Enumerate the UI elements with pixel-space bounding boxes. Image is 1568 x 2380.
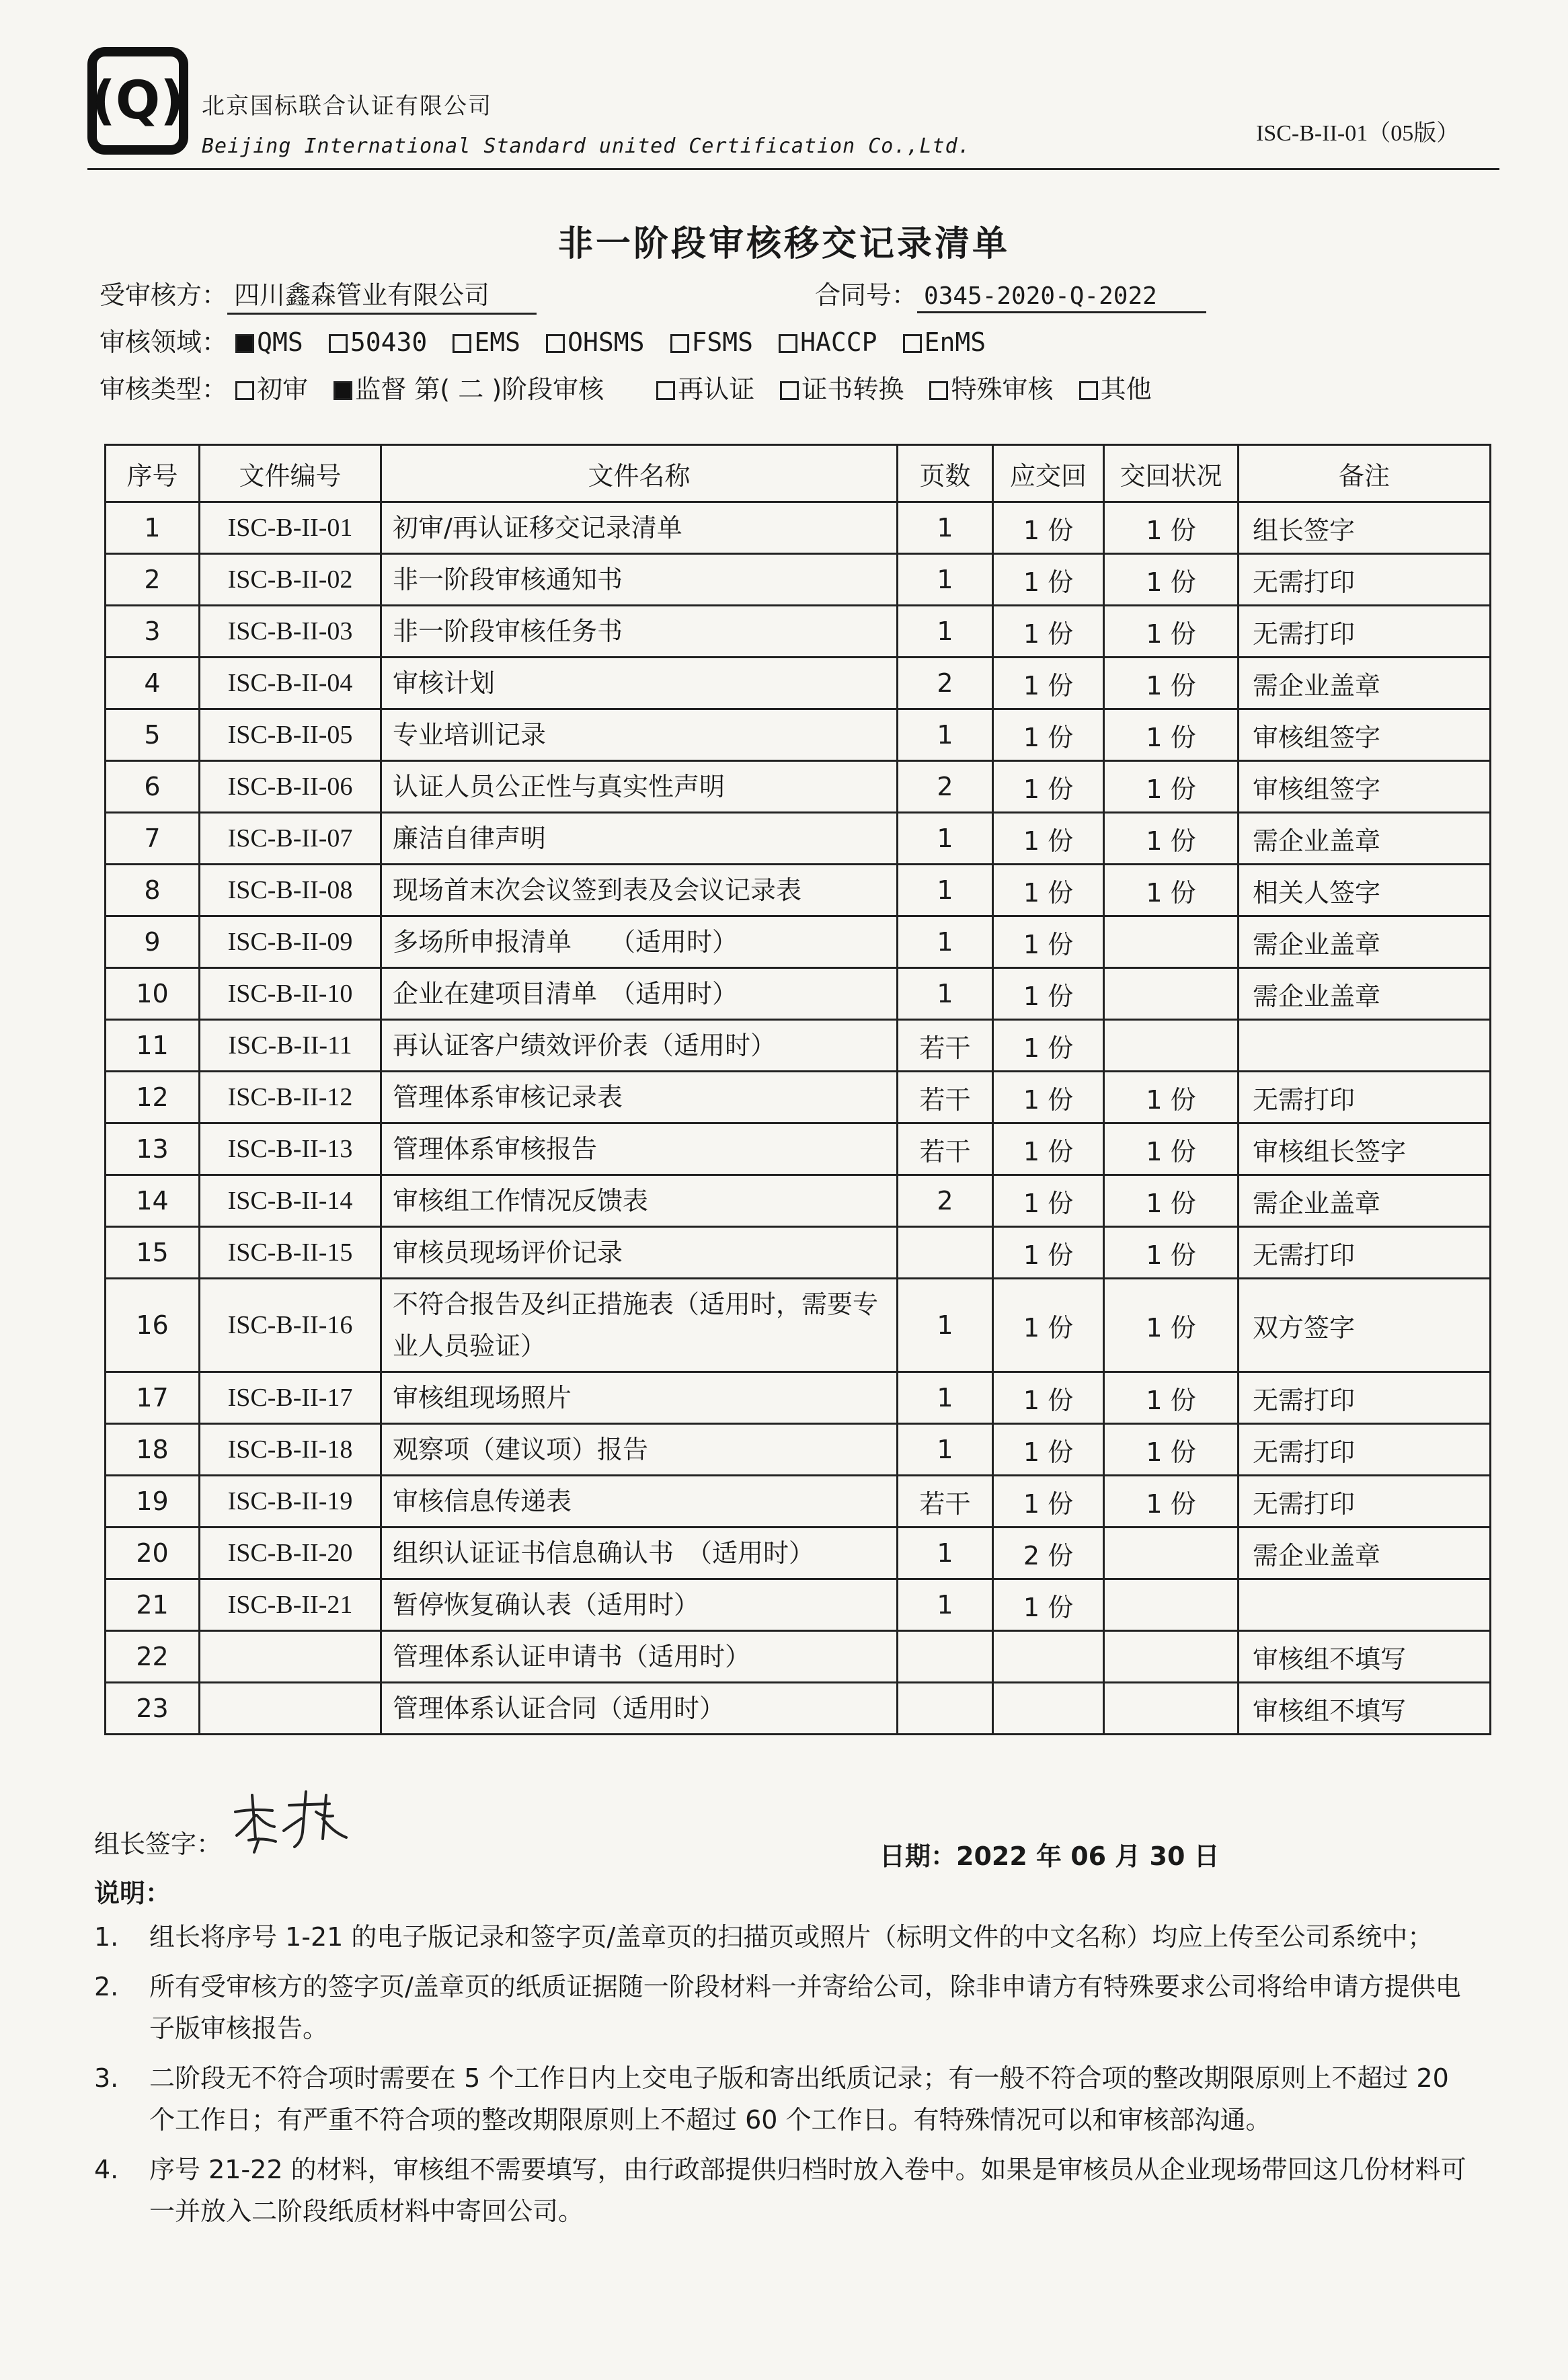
copies-due-cell: 1 份 [993, 1123, 1104, 1175]
file-code-cell: ISC-B-II-12 [200, 1072, 381, 1123]
document-code: ISC-B-II-01（05版） [1256, 121, 1460, 146]
table-row [106, 1020, 1491, 1072]
file-code-cell: ISC-B-II-19 [200, 1476, 381, 1528]
page-count-cell: 2 [898, 761, 993, 813]
file-name-cell: 认证人员公正性与真实性声明 [381, 761, 898, 813]
file-name-cell: 暂停恢复确认表（适用时） [381, 1579, 898, 1631]
return-status-cell: 1 份 [1104, 1279, 1239, 1372]
page-count-cell [898, 1683, 993, 1735]
copies-due-cell: 1 份 [993, 1175, 1104, 1227]
audit-type-surveillance[interactable]: 监督 第( 二 )阶段审核 [334, 368, 604, 405]
checkbox-icon [453, 334, 471, 353]
domain-option-50430[interactable]: 50430 [329, 327, 427, 357]
table-row [106, 1631, 1491, 1683]
page-count-cell: 若干 [898, 1020, 993, 1072]
checkbox-icon [779, 334, 797, 353]
auditee-line [100, 274, 537, 315]
contract-value: 0345-2020-Q-2022 [917, 282, 1206, 313]
checkbox-icon [903, 334, 922, 353]
checkbox-checked-icon [334, 381, 352, 400]
return-status-cell: 1 份 [1104, 1372, 1239, 1424]
row-number-cell: 14 [106, 1175, 200, 1227]
contract-line [815, 274, 1206, 313]
row-number-cell: 19 [106, 1476, 200, 1528]
domain-option-ohsms[interactable]: OHSMS [546, 327, 644, 357]
row-number-cell: 6 [106, 761, 200, 813]
return-status-cell: 1 份 [1104, 709, 1239, 761]
remark-cell: 双方签字 [1239, 1279, 1491, 1372]
note-item: 1. 组长将序号 1-21 的电子版记录和签字页/盖章页的扫描页或照片（标明文件的中文名称）均应上传至公司系统中； [94, 1922, 1434, 1952]
company-logo [87, 47, 188, 155]
file-code-cell: ISC-B-II-02 [200, 554, 381, 606]
table-row [106, 1372, 1491, 1424]
table-row [106, 1227, 1491, 1279]
audit-type-label: 审核类型： [100, 374, 228, 404]
file-code-cell: ISC-B-II-05 [200, 709, 381, 761]
page-count-cell: 1 [898, 502, 993, 554]
checkbox-checked-icon [235, 334, 254, 353]
row-number-cell: 21 [106, 1579, 200, 1631]
file-name-cell: 管理体系认证申请书（适用时） [381, 1631, 898, 1683]
copies-due-cell: 1 份 [993, 1579, 1104, 1631]
checkbox-icon [656, 381, 675, 400]
file-code-cell: ISC-B-II-21 [200, 1579, 381, 1631]
row-number-cell: 16 [106, 1279, 200, 1372]
file-name-cell: 廉洁自律声明 [381, 813, 898, 865]
table-row [106, 1424, 1491, 1476]
file-name-cell: 审核信息传递表 [381, 1476, 898, 1528]
remark-cell: 组长签字 [1239, 502, 1491, 554]
file-name-cell: 管理体系认证合同（适用时） [381, 1683, 898, 1735]
table-row [106, 606, 1491, 658]
file-code-cell: ISC-B-II-03 [200, 606, 381, 658]
remark-cell: 审核组不填写 [1239, 1631, 1491, 1683]
copies-due-cell: 1 份 [993, 1279, 1104, 1372]
page-count-cell: 1 [898, 865, 993, 916]
return-status-cell [1104, 968, 1239, 1020]
copies-due-cell: 1 份 [993, 1476, 1104, 1528]
column-header: 文件编号 [200, 445, 381, 502]
remark-cell: 无需打印 [1239, 1372, 1491, 1424]
row-number-cell: 9 [106, 916, 200, 968]
copies-due-cell: 1 份 [993, 554, 1104, 606]
table-row [106, 502, 1491, 554]
page-count-cell: 1 [898, 1372, 993, 1424]
file-name-cell: 多场所申报清单 （适用时） [381, 916, 898, 968]
return-status-cell: 1 份 [1104, 658, 1239, 709]
audit-type-transfer[interactable]: 证书转换 [780, 368, 904, 405]
return-status-cell [1104, 916, 1239, 968]
remark-cell: 无需打印 [1239, 554, 1491, 606]
remark-cell: 审核组不填写 [1239, 1683, 1491, 1735]
remark-cell: 需企业盖章 [1239, 813, 1491, 865]
file-code-cell: ISC-B-II-08 [200, 865, 381, 916]
copies-due-cell: 1 份 [993, 709, 1104, 761]
table-row [106, 1279, 1491, 1372]
checkbox-icon [235, 381, 254, 400]
file-name-cell: 审核员现场评价记录 [381, 1227, 898, 1279]
handover-records-table [104, 444, 1491, 1735]
return-status-cell: 1 份 [1104, 865, 1239, 916]
copies-due-cell: 2 份 [993, 1528, 1104, 1579]
page-count-cell: 1 [898, 916, 993, 968]
note-item: 3. 二阶段无不符合项时需要在 5 个工作日内上交电子版和寄出纸质记录；有一般不符合项的整改期限原则上不超过 20 个工作日；有严重不符合项的整改期限原则上不超过 60 个工作日。有特殊情况可以和审核部沟通。 [94, 2063, 1449, 2135]
table-row [106, 1123, 1491, 1175]
checkbox-icon [329, 334, 348, 353]
surveillance-number: 二 [458, 374, 484, 404]
copies-due-cell: 1 份 [993, 1424, 1104, 1476]
copies-due-cell: 1 份 [993, 761, 1104, 813]
copies-due-cell [993, 1683, 1104, 1735]
page-count-cell: 若干 [898, 1123, 993, 1175]
file-code-cell: ISC-B-II-06 [200, 761, 381, 813]
page-count-cell: 若干 [898, 1476, 993, 1528]
remark-cell: 无需打印 [1239, 1476, 1491, 1528]
return-status-cell [1104, 1528, 1239, 1579]
file-name-cell: 观察项（建议项）报告 [381, 1424, 898, 1476]
return-status-cell: 1 份 [1104, 1476, 1239, 1528]
table-row [106, 1683, 1491, 1735]
return-status-cell: 1 份 [1104, 813, 1239, 865]
page-count-cell: 1 [898, 554, 993, 606]
page-count-cell: 1 [898, 1279, 993, 1372]
copies-due-cell: 1 份 [993, 1020, 1104, 1072]
column-header: 文件名称 [381, 445, 898, 502]
copies-due-cell: 1 份 [993, 1372, 1104, 1424]
return-status-cell [1104, 1683, 1239, 1735]
logo-mark: (Q) [91, 71, 184, 131]
table-row [106, 554, 1491, 606]
remark-cell: 需企业盖章 [1239, 1175, 1491, 1227]
table-row [106, 865, 1491, 916]
return-status-cell: 1 份 [1104, 606, 1239, 658]
table-row [106, 1579, 1491, 1631]
checkbox-icon [1079, 381, 1098, 400]
page-count-cell: 1 [898, 1528, 993, 1579]
return-status-cell: 1 份 [1104, 554, 1239, 606]
file-name-cell: 企业在建项目清单 （适用时） [381, 968, 898, 1020]
remark-cell: 无需打印 [1239, 606, 1491, 658]
table-row [106, 968, 1491, 1020]
file-code-cell: ISC-B-II-13 [200, 1123, 381, 1175]
return-status-cell: 1 份 [1104, 761, 1239, 813]
page-count-cell: 若干 [898, 1072, 993, 1123]
page-count-cell: 2 [898, 658, 993, 709]
domain-option-qms[interactable]: QMS [235, 327, 303, 357]
page-count-cell [898, 1227, 993, 1279]
notes-title: 说明： [94, 1878, 171, 1908]
copies-due-cell: 1 份 [993, 968, 1104, 1020]
copies-due-cell: 1 份 [993, 865, 1104, 916]
file-name-cell: 审核计划 [381, 658, 898, 709]
remark-cell [1239, 1020, 1491, 1072]
audit-type-initial[interactable]: 初审 [235, 368, 308, 405]
table-row [106, 916, 1491, 968]
file-code-cell [200, 1683, 381, 1735]
return-status-cell: 1 份 [1104, 1072, 1239, 1123]
contract-label: 合同号： [815, 280, 918, 310]
file-code-cell: ISC-B-II-18 [200, 1424, 381, 1476]
table-body [106, 502, 1491, 1735]
domain-option-enms[interactable]: EnMS [903, 327, 986, 357]
file-code-cell: ISC-B-II-17 [200, 1372, 381, 1424]
row-number-cell: 4 [106, 658, 200, 709]
table-row [106, 1528, 1491, 1579]
leader-signature-label: 组长签字： [94, 1829, 223, 1859]
return-status-cell: 1 份 [1104, 1424, 1239, 1476]
checkbox-icon [546, 334, 565, 353]
row-number-cell: 7 [106, 813, 200, 865]
copies-due-cell: 1 份 [993, 502, 1104, 554]
file-code-cell: ISC-B-II-15 [200, 1227, 381, 1279]
remark-cell: 审核组长签字 [1239, 1123, 1491, 1175]
remark-cell: 无需打印 [1239, 1424, 1491, 1476]
remark-cell: 无需打印 [1239, 1072, 1491, 1123]
checkbox-icon [929, 381, 948, 400]
domain-option-ems[interactable]: EMS [453, 327, 520, 357]
page-count-cell: 1 [898, 813, 993, 865]
file-code-cell: ISC-B-II-01 [200, 502, 381, 554]
domain-option-haccp[interactable]: HACCP [779, 327, 877, 357]
page-count-cell: 1 [898, 606, 993, 658]
row-number-cell: 11 [106, 1020, 200, 1072]
remark-cell: 审核组签字 [1239, 761, 1491, 813]
row-number-cell: 3 [106, 606, 200, 658]
company-name-cn: 北京国标联合认证有限公司 [202, 93, 492, 120]
file-code-cell [200, 1631, 381, 1683]
file-name-cell: 审核组工作情况反馈表 [381, 1175, 898, 1227]
row-number-cell: 10 [106, 968, 200, 1020]
file-code-cell: ISC-B-II-09 [200, 916, 381, 968]
auditee-value: 四川鑫森管业有限公司 [227, 274, 537, 315]
return-status-cell: 1 份 [1104, 1175, 1239, 1227]
header-divider [87, 168, 1499, 170]
column-header: 应交回 [993, 445, 1104, 502]
copies-due-cell: 1 份 [993, 1227, 1104, 1279]
audit-type-special[interactable]: 特殊审核 [929, 368, 1053, 405]
file-code-cell: ISC-B-II-11 [200, 1020, 381, 1072]
file-name-cell: 管理体系审核报告 [381, 1123, 898, 1175]
company-name-en: Beijing International Standard united Certification Co.,Ltd. [202, 134, 971, 158]
return-status-cell: 1 份 [1104, 502, 1239, 554]
row-number-cell: 17 [106, 1372, 200, 1424]
file-code-cell: ISC-B-II-16 [200, 1279, 381, 1372]
copies-due-cell: 1 份 [993, 916, 1104, 968]
audit-type-recert[interactable]: 再认证 [656, 368, 754, 405]
remark-cell: 无需打印 [1239, 1227, 1491, 1279]
remark-cell: 需企业盖章 [1239, 968, 1491, 1020]
file-name-cell: 组织认证证书信息确认书 （适用时） [381, 1528, 898, 1579]
remark-cell: 需企业盖章 [1239, 1528, 1491, 1579]
page-count-cell [898, 1631, 993, 1683]
row-number-cell: 20 [106, 1528, 200, 1579]
page-count-cell: 1 [898, 1579, 993, 1631]
note-item: 2. 所有受审核方的签字页/盖章页的纸质证据随一阶段材料一并寄给公司，除非申请方有特殊要求公司将给申请方提供电子版审核报告。 [94, 1972, 1461, 2043]
table-row [106, 761, 1491, 813]
audit-domain-label: 审核领域： [100, 327, 228, 357]
return-status-cell [1104, 1579, 1239, 1631]
file-code-cell: ISC-B-II-04 [200, 658, 381, 709]
document-title: 非一阶段审核移交记录清单 [557, 224, 1010, 264]
return-status-cell [1104, 1631, 1239, 1683]
row-number-cell: 8 [106, 865, 200, 916]
page-count-cell: 1 [898, 968, 993, 1020]
return-status-cell: 1 份 [1104, 1123, 1239, 1175]
copies-due-cell: 1 份 [993, 606, 1104, 658]
file-code-cell: ISC-B-II-20 [200, 1528, 381, 1579]
row-number-cell: 18 [106, 1424, 200, 1476]
notes-list [94, 1916, 1479, 2240]
checkbox-icon [670, 334, 689, 353]
table-row [106, 709, 1491, 761]
remark-cell: 需企业盖章 [1239, 658, 1491, 709]
file-name-cell: 审核组现场照片 [381, 1372, 898, 1424]
remark-cell: 审核组签字 [1239, 709, 1491, 761]
checkbox-icon [780, 381, 799, 400]
file-code-cell: ISC-B-II-10 [200, 968, 381, 1020]
page-count-cell: 2 [898, 1175, 993, 1227]
column-header: 页数 [898, 445, 993, 502]
page-count-cell: 1 [898, 1424, 993, 1476]
copies-due-cell [993, 1631, 1104, 1683]
file-code-cell: ISC-B-II-14 [200, 1175, 381, 1227]
signing-date: 日期：2022 年 06 月 30 日 [879, 1841, 1220, 1871]
row-number-cell: 15 [106, 1227, 200, 1279]
table-row [106, 813, 1491, 865]
domain-option-fsms[interactable]: FSMS [670, 327, 754, 357]
table-row [106, 1476, 1491, 1528]
audit-type-line [100, 368, 1169, 405]
page-count-cell: 1 [898, 709, 993, 761]
table-row [106, 658, 1491, 709]
table-header-row [106, 445, 1491, 502]
file-name-cell: 现场首末次会议签到表及会议记录表 [381, 865, 898, 916]
column-header: 序号 [106, 445, 200, 502]
copies-due-cell: 1 份 [993, 658, 1104, 709]
file-name-cell: 专业培训记录 [381, 709, 898, 761]
auditee-label: 受审核方： [100, 280, 228, 310]
row-number-cell: 5 [106, 709, 200, 761]
table-row [106, 1072, 1491, 1123]
row-number-cell: 23 [106, 1683, 200, 1735]
row-number-cell: 1 [106, 502, 200, 554]
note-item: 4. 序号 21-22 的材料，审核组不需要填写，由行政部提供归档时放入卷中。如果是审核员从企业现场带回这几份材料可一并放入二阶段纸质材料中寄回公司。 [94, 2155, 1466, 2226]
file-name-cell: 不符合报告及纠正措施表（适用时，需要专业人员验证） [381, 1279, 898, 1372]
file-code-cell: ISC-B-II-07 [200, 813, 381, 865]
audit-type-other[interactable]: 其他 [1079, 368, 1152, 405]
return-status-cell: 1 份 [1104, 1227, 1239, 1279]
row-number-cell: 13 [106, 1123, 200, 1175]
row-number-cell: 22 [106, 1631, 200, 1683]
handwritten-signature [222, 1785, 356, 1859]
file-name-cell: 初审/再认证移交记录清单 [381, 502, 898, 554]
column-header: 备注 [1239, 445, 1491, 502]
file-name-cell: 再认证客户绩效评价表（适用时） [381, 1020, 898, 1072]
remark-cell: 相关人签字 [1239, 865, 1491, 916]
remark-cell: 需企业盖章 [1239, 916, 1491, 968]
copies-due-cell: 1 份 [993, 813, 1104, 865]
file-name-cell: 管理体系审核记录表 [381, 1072, 898, 1123]
file-name-cell: 非一阶段审核通知书 [381, 554, 898, 606]
table-row [106, 1175, 1491, 1227]
file-name-cell: 非一阶段审核任务书 [381, 606, 898, 658]
audit-domain-line [100, 321, 1003, 358]
remark-cell [1239, 1579, 1491, 1631]
row-number-cell: 12 [106, 1072, 200, 1123]
column-header: 交回状况 [1104, 445, 1239, 502]
copies-due-cell: 1 份 [993, 1072, 1104, 1123]
return-status-cell [1104, 1020, 1239, 1072]
row-number-cell: 2 [106, 554, 200, 606]
